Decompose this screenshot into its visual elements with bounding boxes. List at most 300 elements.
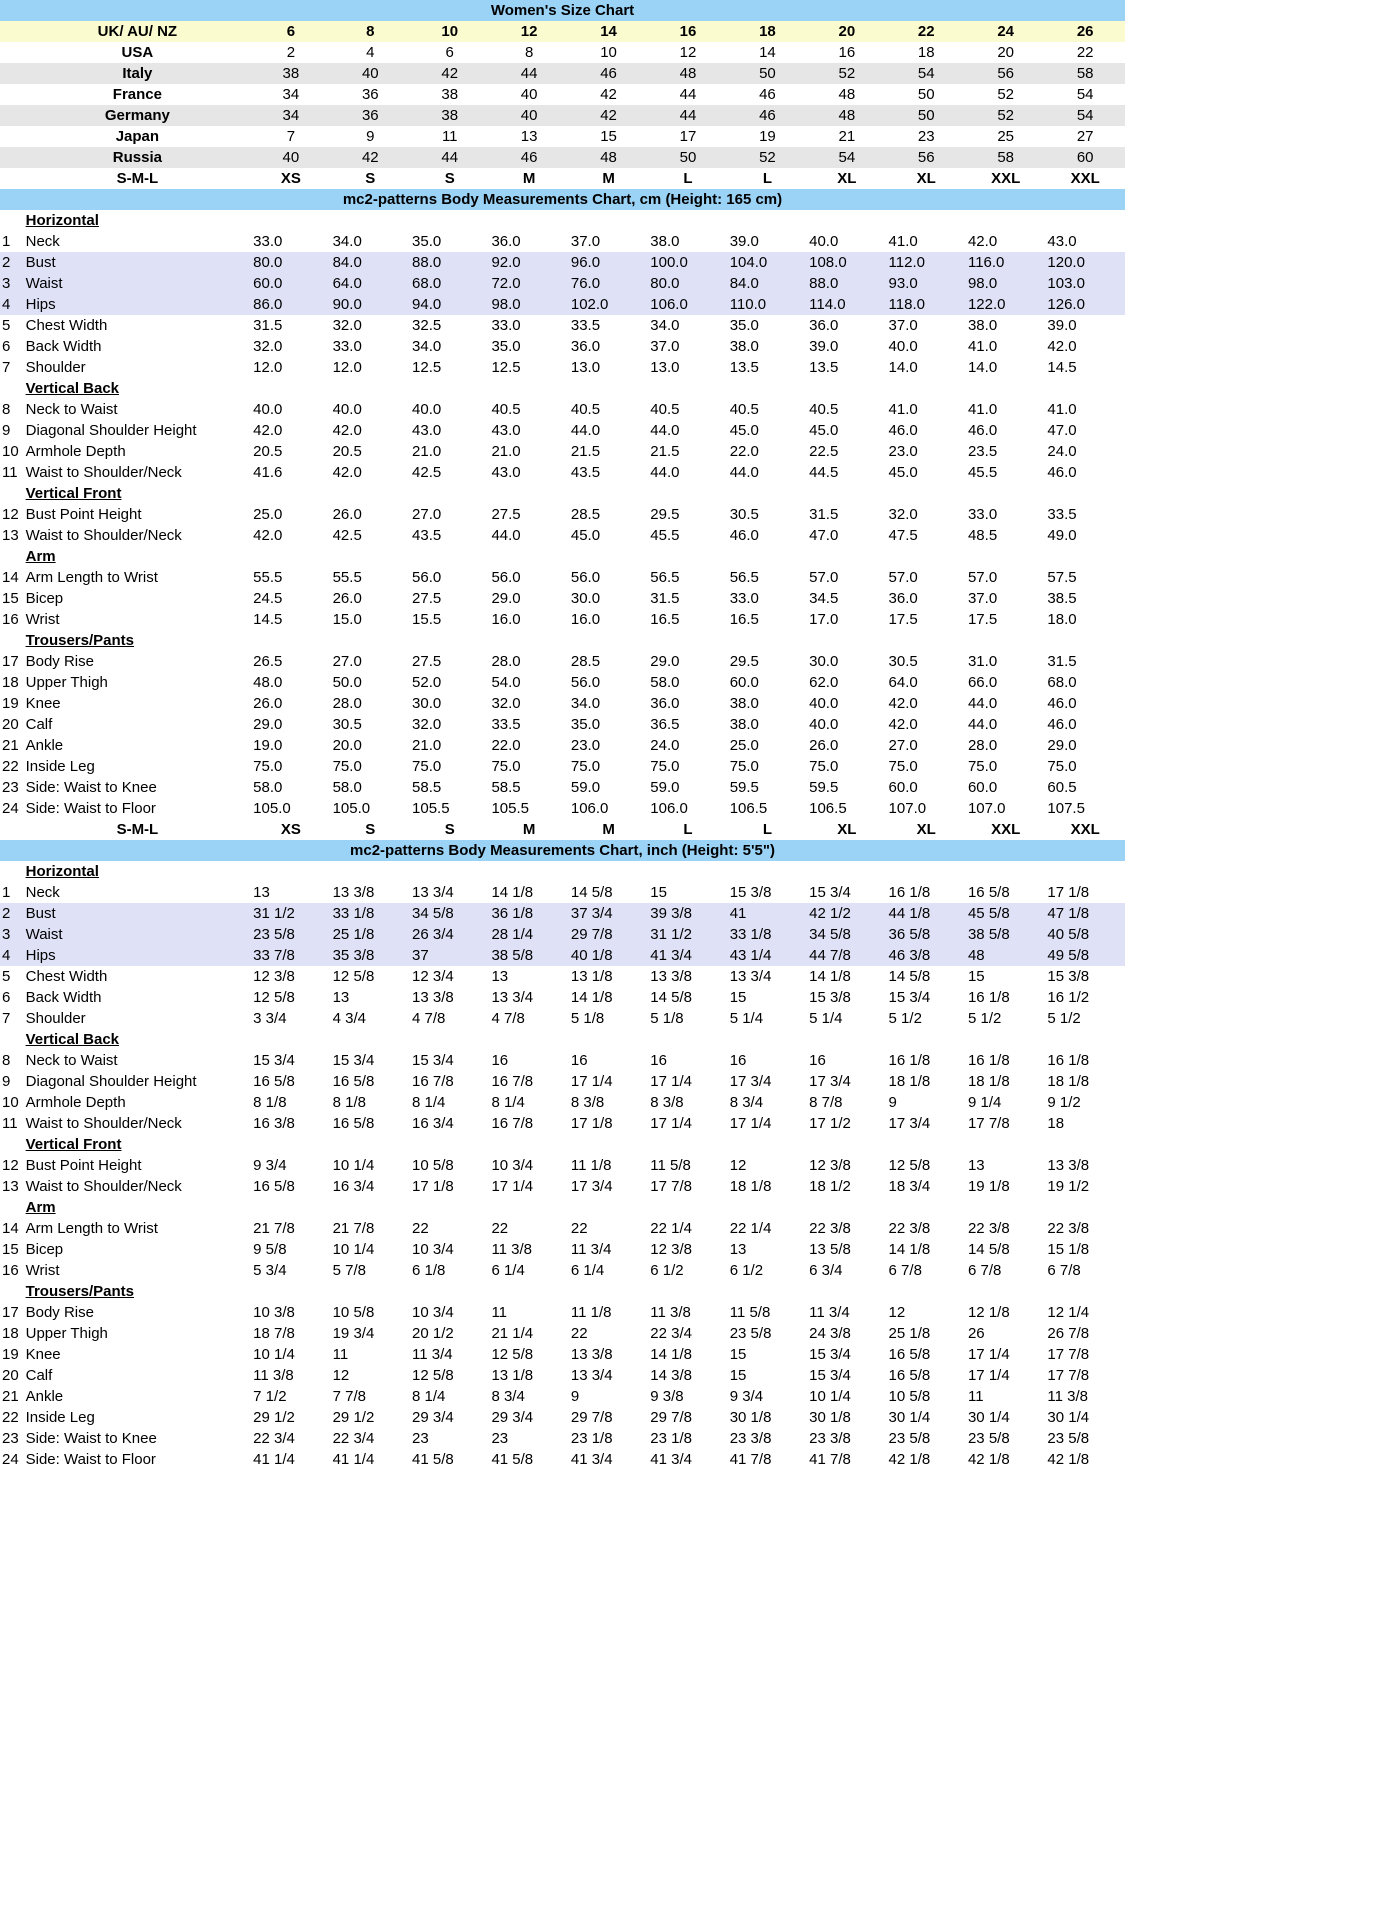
measurement-value: 47.0 (807, 525, 886, 546)
measurement-value: 31 1/2 (251, 903, 330, 924)
empty-cell (648, 630, 727, 651)
measurement-row (0, 987, 1125, 1008)
empty-cell (331, 483, 410, 504)
measurement-value: 5 3/4 (251, 1260, 330, 1281)
measurement-value: 116.0 (966, 252, 1045, 273)
size-row (0, 42, 1125, 63)
row-index: 17 (0, 651, 24, 672)
measurement-value: 42.0 (1045, 336, 1125, 357)
measurement-row (0, 1428, 1125, 1449)
empty-cell (887, 546, 966, 567)
row-index: 17 (0, 1302, 24, 1323)
size-value: 27 (1045, 126, 1125, 147)
measurement-value: 30.0 (807, 651, 886, 672)
group-heading: Vertical Front (24, 483, 252, 504)
measurement-value: 13 (966, 1155, 1045, 1176)
row-index: 19 (0, 693, 24, 714)
empty-cell (966, 861, 1045, 882)
row-index (0, 819, 24, 840)
measurement-value: 43.5 (569, 462, 648, 483)
group-heading: Arm (24, 546, 252, 567)
measurement-row (0, 357, 1125, 378)
measurement-label: Bicep (24, 588, 252, 609)
measurement-value: 16 (728, 1050, 807, 1071)
size-value: 52 (966, 105, 1045, 126)
measurement-value: 64.0 (887, 672, 966, 693)
group-heading: Arm (24, 1197, 252, 1218)
measurement-value: 9 (569, 1386, 648, 1407)
measurement-value: 13 3/8 (331, 882, 410, 903)
measurement-value: 23.0 (887, 441, 966, 462)
measurement-value: 17 7/8 (966, 1113, 1045, 1134)
measurement-value: 68.0 (410, 273, 489, 294)
size-value: 56 (966, 63, 1045, 84)
measurement-value: 88.0 (807, 273, 886, 294)
size-value: 42 (331, 147, 410, 168)
measurement-value: 31.5 (807, 504, 886, 525)
size-value: 52 (728, 147, 807, 168)
empty-cell (410, 861, 489, 882)
empty-cell (728, 1281, 807, 1302)
measurement-value: 45.5 (966, 462, 1045, 483)
row-index: 4 (0, 945, 24, 966)
empty-cell (489, 483, 568, 504)
measurement-value: 24 3/8 (807, 1323, 886, 1344)
measurement-value: 38.0 (728, 336, 807, 357)
measurement-value: 5 1/8 (569, 1008, 648, 1029)
measurement-value: 48 (966, 945, 1045, 966)
empty-cell (648, 1134, 727, 1155)
size-value: 18 (887, 42, 966, 63)
measurement-value: 12 1/4 (1045, 1302, 1125, 1323)
measurement-value: 17 1/4 (966, 1344, 1045, 1365)
measurement-label: Diagonal Shoulder Height (24, 1071, 252, 1092)
row-index (0, 63, 24, 84)
empty-cell (648, 483, 727, 504)
measurement-value: 10 3/4 (410, 1302, 489, 1323)
measurement-value: 25 1/8 (331, 924, 410, 945)
empty-cell (1045, 1281, 1125, 1302)
row-index: 13 (0, 1176, 24, 1197)
row-index: 7 (0, 357, 24, 378)
empty-cell (807, 1197, 886, 1218)
size-value: 22 (1045, 42, 1125, 63)
row-index (0, 42, 24, 63)
measurement-value: 42 1/8 (966, 1449, 1045, 1470)
size-value: 16 (807, 42, 886, 63)
size-value: 46 (728, 84, 807, 105)
measurement-value: 60.0 (887, 777, 966, 798)
empty-cell (887, 1029, 966, 1050)
measurement-value: 44 1/8 (887, 903, 966, 924)
measurement-value: 16 (807, 1050, 886, 1071)
measurement-value: 42.0 (331, 462, 410, 483)
empty-cell (1045, 1029, 1125, 1050)
measurement-value: 60.0 (728, 672, 807, 693)
empty-cell (728, 1134, 807, 1155)
empty-cell (887, 1470, 966, 1491)
size-value: XL (887, 819, 966, 840)
measurement-row (0, 1050, 1125, 1071)
measurement-value: 11 3/4 (569, 1239, 648, 1260)
measurement-value: 12 3/8 (251, 966, 330, 987)
empty-cell (966, 483, 1045, 504)
measurement-value: 56.5 (728, 567, 807, 588)
measurement-value: 37 (410, 945, 489, 966)
empty-cell (331, 861, 410, 882)
measurement-value: 7 7/8 (331, 1386, 410, 1407)
empty-cell (251, 1491, 330, 1512)
group-heading-row (0, 210, 1125, 231)
measurement-value: 22 (410, 1218, 489, 1239)
measurement-row (0, 1071, 1125, 1092)
measurement-value: 23 5/8 (966, 1428, 1045, 1449)
measurement-value: 104.0 (728, 252, 807, 273)
row-index: 14 (0, 567, 24, 588)
measurement-row (0, 798, 1125, 819)
measurement-value: 126.0 (1045, 294, 1125, 315)
measurement-value: 42.0 (251, 420, 330, 441)
measurement-label: Arm Length to Wrist (24, 1218, 252, 1239)
measurement-value: 34.0 (569, 693, 648, 714)
row-index: 19 (0, 1344, 24, 1365)
measurement-value: 98.0 (966, 273, 1045, 294)
measurement-value: 19 3/4 (331, 1323, 410, 1344)
measurement-value: 37.0 (887, 315, 966, 336)
measurement-value: 42 1/8 (1045, 1449, 1125, 1470)
measurement-value: 15 (648, 882, 727, 903)
size-value: 7 (251, 126, 330, 147)
measurement-value: 11 1/8 (569, 1302, 648, 1323)
empty-cell (887, 861, 966, 882)
measurement-row (0, 777, 1125, 798)
measurement-value: 19.0 (251, 735, 330, 756)
row-index (0, 1134, 24, 1155)
measurement-value: 6 1/8 (410, 1260, 489, 1281)
empty-cell (489, 1134, 568, 1155)
measurement-value: 41.0 (966, 399, 1045, 420)
measurement-value: 15.5 (410, 609, 489, 630)
empty-cell (410, 378, 489, 399)
measurement-value: 14.5 (1045, 357, 1125, 378)
measurement-value: 75.0 (331, 756, 410, 777)
row-index (0, 210, 24, 231)
measurement-value: 48.5 (966, 525, 1045, 546)
measurement-value: 44.0 (489, 525, 568, 546)
size-value: 50 (887, 84, 966, 105)
measurement-value: 34.0 (410, 336, 489, 357)
measurement-label: Waist to Shoulder/Neck (24, 462, 252, 483)
group-heading: Vertical Back (24, 378, 252, 399)
measurement-value: 62.0 (807, 672, 886, 693)
measurement-value: 10 1/4 (331, 1155, 410, 1176)
measurement-value: 21 7/8 (331, 1218, 410, 1239)
size-value: 11 (410, 126, 489, 147)
measurement-value: 112.0 (887, 252, 966, 273)
empty-cell (251, 546, 330, 567)
row-index: 16 (0, 609, 24, 630)
empty-cell (966, 210, 1045, 231)
row-index: 8 (0, 1050, 24, 1071)
empty-cell (1045, 630, 1125, 651)
measurement-value: 9 3/4 (251, 1155, 330, 1176)
row-index: 12 (0, 504, 24, 525)
size-system-label: Russia (24, 147, 252, 168)
measurement-value: 86.0 (251, 294, 330, 315)
size-system-label: UK/ AU/ NZ (24, 21, 252, 42)
size-system-label: USA (24, 42, 252, 63)
measurement-value: 22.0 (489, 735, 568, 756)
empty-cell (489, 1470, 568, 1491)
measurement-label: Bust (24, 252, 252, 273)
empty-cell (1045, 1134, 1125, 1155)
measurement-value: 31.5 (251, 315, 330, 336)
measurement-value: 15 (728, 1365, 807, 1386)
size-row (0, 84, 1125, 105)
measurement-value: 41.0 (966, 336, 1045, 357)
row-index: 11 (0, 462, 24, 483)
measurement-value: 13 1/8 (489, 1365, 568, 1386)
empty-cell (489, 861, 568, 882)
measurement-value: 6 7/8 (966, 1260, 1045, 1281)
empty-cell (966, 1134, 1045, 1155)
measurement-value: 13.5 (807, 357, 886, 378)
measurement-value: 16 1/8 (966, 1050, 1045, 1071)
chart-title-row (0, 0, 1125, 21)
measurement-value: 40.0 (807, 714, 886, 735)
measurement-value: 20.5 (331, 441, 410, 462)
empty-cell (648, 861, 727, 882)
empty-cell (1045, 483, 1125, 504)
measurement-value: 39.0 (807, 336, 886, 357)
measurement-value: 107.0 (966, 798, 1045, 819)
empty-cell (251, 1029, 330, 1050)
measurement-value: 38.5 (1045, 588, 1125, 609)
size-row (0, 126, 1125, 147)
measurement-value: 46.0 (1045, 714, 1125, 735)
empty-cell (648, 1029, 727, 1050)
row-index: 5 (0, 966, 24, 987)
measurement-value: 16 3/4 (410, 1113, 489, 1134)
measurement-value: 11 (331, 1344, 410, 1365)
row-index: 22 (0, 1407, 24, 1428)
group-heading-row (0, 1281, 1125, 1302)
empty-cell (807, 1281, 886, 1302)
measurement-value: 8 1/4 (410, 1386, 489, 1407)
empty-cell (887, 1491, 966, 1512)
measurement-value: 42 1/8 (887, 1449, 966, 1470)
row-index: 2 (0, 252, 24, 273)
measurement-value: 114.0 (807, 294, 886, 315)
measurement-label: Armhole Depth (24, 1092, 252, 1113)
measurement-value: 13.0 (648, 357, 727, 378)
measurement-label: Waist (24, 924, 252, 945)
measurement-value: 103.0 (1045, 273, 1125, 294)
row-index (0, 1491, 24, 1512)
measurement-value: 17 3/4 (569, 1176, 648, 1197)
row-index: 15 (0, 1239, 24, 1260)
empty-cell (1045, 1491, 1125, 1512)
measurement-row (0, 1260, 1125, 1281)
measurement-value: 36 5/8 (887, 924, 966, 945)
size-value: 13 (489, 126, 568, 147)
measurement-value: 16 (569, 1050, 648, 1071)
sml-footer-row (0, 819, 1125, 840)
measurement-row (0, 1386, 1125, 1407)
measurement-value: 37.0 (569, 231, 648, 252)
empty-cell (728, 861, 807, 882)
measurement-value: 38.0 (966, 315, 1045, 336)
measurement-value: 14 5/8 (887, 966, 966, 987)
empty-cell (569, 1491, 648, 1512)
measurement-value: 38 5/8 (966, 924, 1045, 945)
measurement-row (0, 609, 1125, 630)
measurement-value: 35.0 (728, 315, 807, 336)
measurement-value: 44.0 (648, 420, 727, 441)
measurement-value: 41 7/8 (728, 1449, 807, 1470)
measurement-value: 44.0 (966, 693, 1045, 714)
measurement-value: 98.0 (489, 294, 568, 315)
size-value: S (331, 168, 410, 189)
measurement-value: 8 1/4 (410, 1092, 489, 1113)
measurement-value: 6 1/4 (569, 1260, 648, 1281)
measurement-value: 42.0 (251, 525, 330, 546)
page-title: Women's Size Chart (0, 0, 1125, 21)
measurement-label: Bicep (24, 1239, 252, 1260)
measurement-label: Bust (24, 903, 252, 924)
measurement-value: 17 7/8 (1045, 1344, 1125, 1365)
measurement-value: 13 3/4 (489, 987, 568, 1008)
size-system-label: S-M-L (24, 168, 252, 189)
measurement-value: 12 3/4 (410, 966, 489, 987)
measurement-value: 31.0 (966, 651, 1045, 672)
empty-cell (728, 630, 807, 651)
measurement-row (0, 882, 1125, 903)
size-value: S (410, 819, 489, 840)
measurement-value: 13 (331, 987, 410, 1008)
measurement-value: 40.0 (331, 399, 410, 420)
row-index (0, 378, 24, 399)
size-system-label: S-M-L (24, 819, 252, 840)
measurement-value: 27.5 (410, 651, 489, 672)
measurement-value: 12 (331, 1365, 410, 1386)
measurement-value: 8 3/8 (648, 1092, 727, 1113)
measurement-value: 23 (489, 1428, 568, 1449)
size-value: XXL (1045, 819, 1125, 840)
size-system-label: Japan (24, 126, 252, 147)
measurement-value: 13.0 (569, 357, 648, 378)
measurement-value: 17 3/4 (728, 1071, 807, 1092)
empty-cell (887, 378, 966, 399)
measurement-value: 66.0 (966, 672, 1045, 693)
empty-cell (251, 378, 330, 399)
measurement-value: 11 (966, 1386, 1045, 1407)
empty-cell (807, 1029, 886, 1050)
empty-cell (331, 378, 410, 399)
empty-cell (331, 1281, 410, 1302)
measurement-row (0, 735, 1125, 756)
measurement-value: 24.0 (648, 735, 727, 756)
measurement-value: 45.5 (648, 525, 727, 546)
measurement-label: Neck (24, 882, 252, 903)
size-value: 50 (887, 105, 966, 126)
measurement-value: 40.5 (489, 399, 568, 420)
measurement-value: 60.5 (1045, 777, 1125, 798)
measurement-value: 12 5/8 (331, 966, 410, 987)
measurement-value: 35 3/8 (331, 945, 410, 966)
size-value: 44 (648, 105, 727, 126)
size-value: L (728, 819, 807, 840)
row-index: 21 (0, 1386, 24, 1407)
measurement-value: 12 1/8 (966, 1302, 1045, 1323)
measurement-label: Waist (24, 273, 252, 294)
measurement-value: 46.0 (966, 420, 1045, 441)
measurement-value: 107.0 (887, 798, 966, 819)
measurement-value: 18 7/8 (251, 1323, 330, 1344)
group-heading-row (0, 630, 1125, 651)
empty-cell (489, 546, 568, 567)
measurement-value: 29 1/2 (331, 1407, 410, 1428)
size-value: 42 (569, 84, 648, 105)
measurement-value: 30 1/8 (728, 1407, 807, 1428)
measurement-label: Shoulder (24, 357, 252, 378)
empty-cell (410, 1281, 489, 1302)
empty-cell (807, 210, 886, 231)
empty-cell (887, 210, 966, 231)
size-value: M (489, 819, 568, 840)
measurement-row (0, 966, 1125, 987)
measurement-value: 16 (648, 1050, 727, 1071)
measurement-value: 49 5/8 (1045, 945, 1125, 966)
measurement-value: 14 3/8 (648, 1365, 727, 1386)
measurement-value: 58.0 (331, 777, 410, 798)
measurement-value: 75.0 (251, 756, 330, 777)
cm-chart-header (0, 189, 1125, 210)
measurement-value: 41 1/4 (251, 1449, 330, 1470)
measurement-value: 92.0 (489, 252, 568, 273)
empty-cell (728, 378, 807, 399)
measurement-value: 12 3/8 (648, 1239, 727, 1260)
measurement-value: 56.0 (410, 567, 489, 588)
empty-cell (251, 210, 330, 231)
measurement-label: Neck (24, 231, 252, 252)
measurement-value: 20.5 (251, 441, 330, 462)
size-value: 40 (489, 105, 568, 126)
measurement-value: 8 3/8 (569, 1092, 648, 1113)
size-value: XS (251, 168, 330, 189)
measurement-value: 23 3/8 (728, 1428, 807, 1449)
measurement-value: 18 (1045, 1113, 1125, 1134)
measurement-value: 122.0 (966, 294, 1045, 315)
measurement-value: 9 3/4 (728, 1386, 807, 1407)
measurement-value: 15 1/8 (1045, 1239, 1125, 1260)
size-value: 50 (728, 63, 807, 84)
measurement-value: 34.0 (648, 315, 727, 336)
measurement-value: 29.0 (648, 651, 727, 672)
measurement-value: 35.0 (569, 714, 648, 735)
measurement-value: 27.0 (887, 735, 966, 756)
measurement-value: 8 3/4 (489, 1386, 568, 1407)
measurement-value: 29 7/8 (569, 924, 648, 945)
measurement-row (0, 462, 1125, 483)
empty-cell (489, 378, 568, 399)
measurement-value: 46.0 (728, 525, 807, 546)
measurement-value: 13 1/8 (569, 966, 648, 987)
measurement-value: 12.0 (331, 357, 410, 378)
measurement-value: 52.0 (410, 672, 489, 693)
size-value: 26 (1045, 21, 1125, 42)
size-value: XL (807, 168, 886, 189)
